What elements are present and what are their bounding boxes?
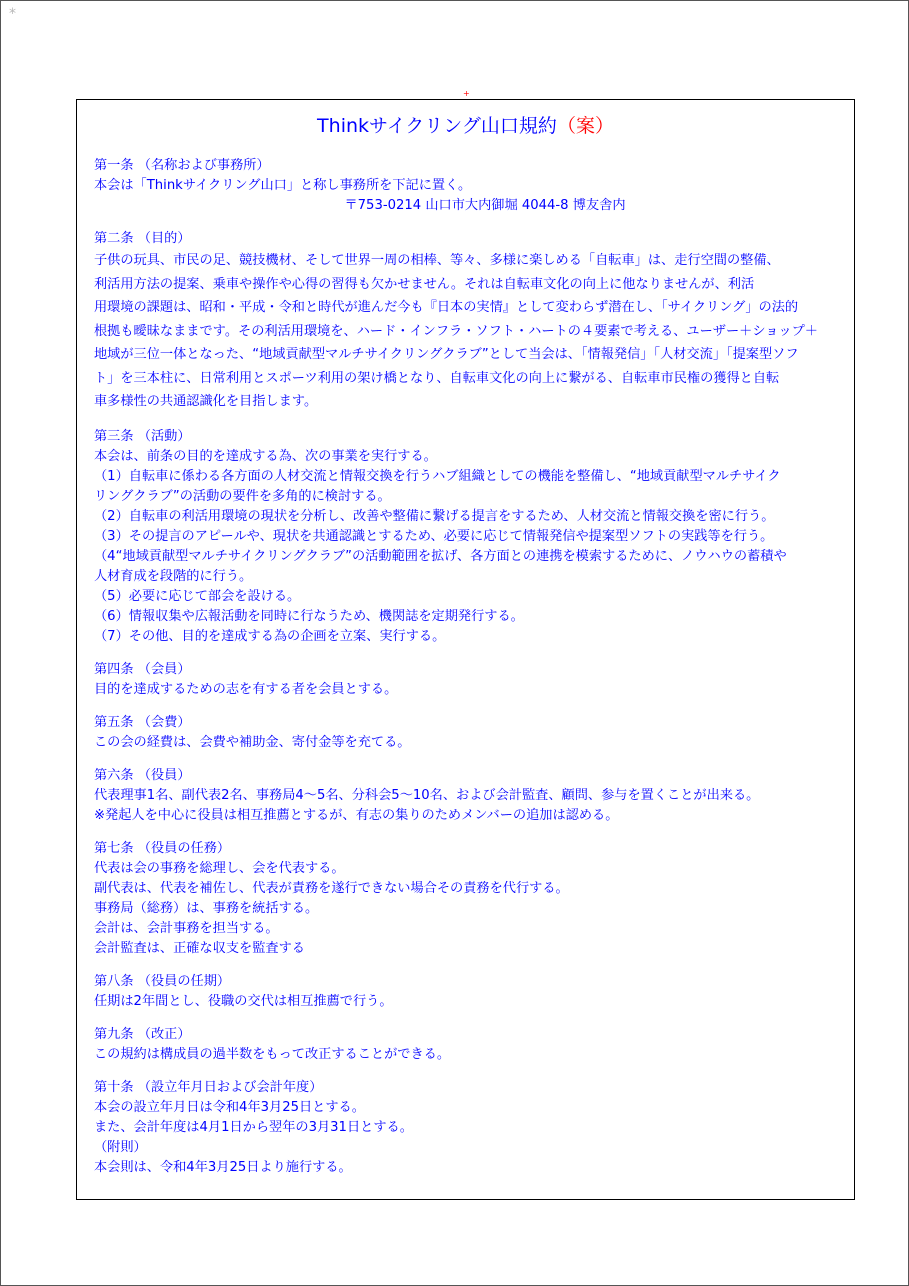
article-line: 本会は、前条の目的を達成する為、次の事業を実行する。 <box>94 448 437 464</box>
article-line: 根拠も曖昧なままです。その利活用環境を、ハード・インフラ・ソフト・ハートの４要素で考える、ユーザー＋ショップ＋ <box>94 323 818 339</box>
top-alignment-mark: + <box>463 89 470 98</box>
article-line: 任期は2年間とし、役職の交代は相互推薦で行う。 <box>94 993 393 1009</box>
article-line: （6）情報収集や広報活動を同時に行なうため、機関誌を定期発行する。 <box>94 608 524 624</box>
article-1 <box>94 156 840 216</box>
article-heading: 第二条 （目的） <box>94 231 191 246</box>
article-line: ト」を三本柱に、日常利用とスポーツ利用の架け橋となり、自転車文化の向上に繋がる、自転車市民権の獲得と自転 <box>94 370 780 386</box>
article-heading: 第九条 （改正） <box>94 1026 191 1042</box>
article-heading: 第十条 （設立年月日および会計年度） <box>94 1079 323 1095</box>
article-line: 利活用方法の提案、乗車や操作や心得の習得も欠かせません。それは自転車文化の向上に他なりませんが、利活 <box>94 276 755 292</box>
article-line: 人材育成を段階的に行う。 <box>94 568 253 584</box>
supplementary-heading: （附則） <box>94 1139 147 1155</box>
bylaws-frame <box>76 99 855 1200</box>
article-heading: 第六条 （役員） <box>94 767 191 783</box>
article-line: 副代表は、代表を補佐し、代表が責務を遂行できない場合その責務を代行する。 <box>94 880 569 896</box>
article-line: 用環境の課題は、昭和・平成・令和と時代が進んだ今も『日本の実情』として変わらず潜在し、「サイクリング」の法的 <box>94 300 799 315</box>
article-line: （4“地域貢献型マルチサイクリングクラブ”の活動範囲を拡げ、各方面との連携を模索するために、ノウハウの蓄積や <box>94 548 787 564</box>
article-line: 会計は、会計事務を担当する。 <box>94 920 279 936</box>
article-line: 会計監査は、正確な収支を監査する <box>94 940 305 956</box>
title-draft-mark: （案） <box>556 115 614 137</box>
office-address: 〒753-0214 山口市大内御堀 4044-8 博友舎内 <box>344 198 626 213</box>
article-line: 代表は会の事務を総理し、会を代表する。 <box>94 860 345 876</box>
article-line: 本会の設立年月日は令和4年3月25日とする。 <box>94 1099 365 1115</box>
article-line: 地域が三位一体となった、“地域貢献型マルチサイクリングクラブ”として当会は、「情報発信」「人材交流」「提案型ソフ <box>94 347 799 362</box>
article-line: 本会則は、令和4年3月25日より施行する。 <box>94 1159 352 1175</box>
title-text: Thinkサイクリング山口規約 <box>317 115 557 137</box>
article-line: ※発起人を中心に役員は相互推薦とするが、有志の集りのためメンバーの追加は認める。 <box>94 807 619 823</box>
article-line: 子供の玩具、市民の足、競技機材、そして世界一周の相棒、等々、多様に楽しめる「自転車」は、走行空間の整備、 <box>94 253 780 268</box>
article-7 <box>94 839 840 959</box>
article-line: （3）その提言のアピールや、現状を共通認識とするため、必要に応じて情報発信や提案型ソフトの実践等を行う。 <box>94 528 774 544</box>
article-line: この会の経費は、会費や補助金、寄付金等を充てる。 <box>94 734 411 750</box>
article-4 <box>94 660 840 700</box>
article-line: （1）自転車に係わる各方面の人材交流と情報交換を行うハブ組織としての機能を整備し、“地域貢献型マルチサイク <box>94 468 781 484</box>
article-line: また、会計年度は4月1日から翌年の3月31日とする。 <box>94 1119 413 1135</box>
article-line: （5）必要に応じて部会を設ける。 <box>94 588 301 604</box>
bylaws-content <box>94 156 840 1191</box>
article-heading: 第八条 （役員の任期） <box>94 973 231 989</box>
article-line: （2）自転車の利活用環境の現状を分析し、改善や整備に繋げる提言をするため、人材交流と情報交換を密に行う。 <box>94 508 775 524</box>
article-heading: 第五条 （会費） <box>94 714 191 730</box>
article-2 <box>94 229 840 414</box>
article-line: 車多様性の共通認識化を目指します。 <box>94 394 318 409</box>
document-title <box>77 114 854 138</box>
article-heading: 第七条 （役員の任務） <box>94 840 231 856</box>
article-line: 代表理事1名、副代表2名、事務局4～5名、分科会5～10名、および会計監査、顧問、参与を置くことが出来る。 <box>94 787 760 803</box>
article-9 <box>94 1025 840 1065</box>
article-10 <box>94 1078 840 1178</box>
article-heading: 第四条 （会員） <box>94 661 191 677</box>
article-line: （7）その他、目的を達成する為の企画を立案、実行する。 <box>94 628 446 644</box>
article-line: この規約は構成員の過半数をもって改正することができる。 <box>94 1046 451 1062</box>
article-8 <box>94 972 840 1012</box>
article-line: リングクラブ”の活動の要件を多角的に検討する。 <box>94 488 391 504</box>
article-6 <box>94 766 840 826</box>
corner-asterisk-mark: * <box>9 6 16 22</box>
article-heading: 第一条 （名称および事務所） <box>94 158 270 173</box>
article-line: 事務局（総務）は、事務を統括する。 <box>94 900 319 916</box>
article-line: 本会は「Thinkサイクリング山口」と称し事務所を下記に置く。 <box>94 178 472 193</box>
article-5 <box>94 713 840 753</box>
article-line: 目的を達成するための志を有する者を会員とする。 <box>94 681 398 697</box>
article-3 <box>94 427 840 647</box>
article-heading: 第三条 （活動） <box>94 428 191 444</box>
